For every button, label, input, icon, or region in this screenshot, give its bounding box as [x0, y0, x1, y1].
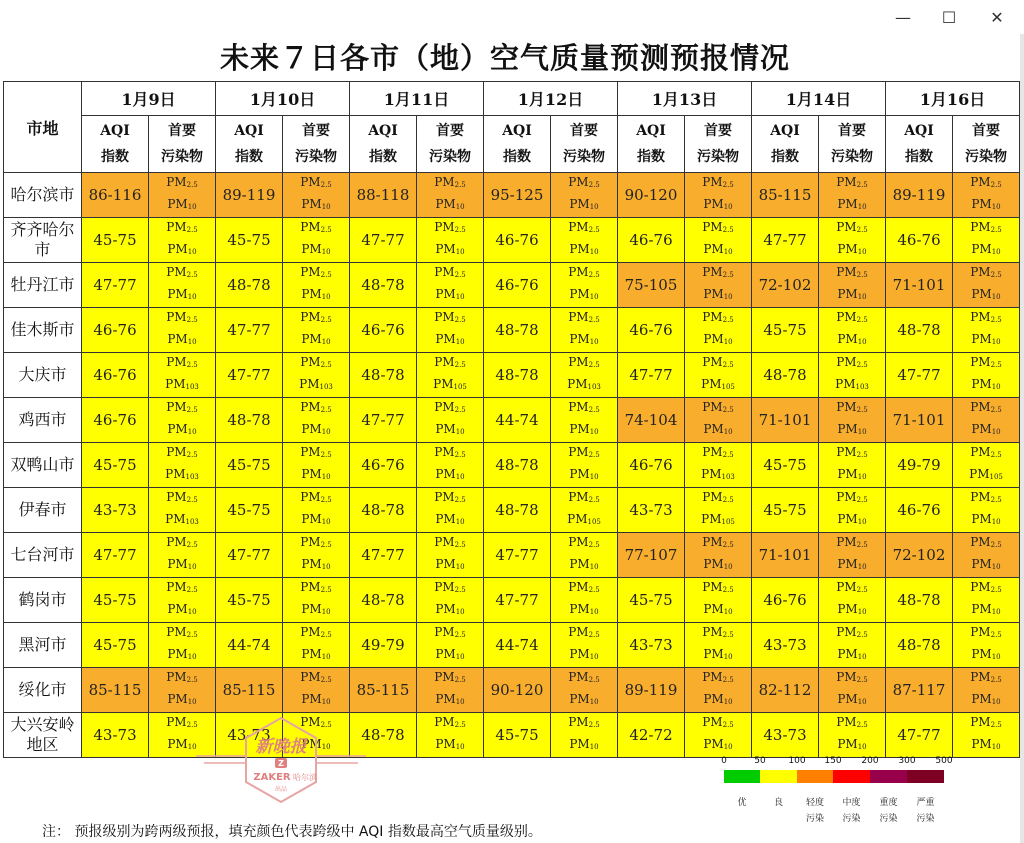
aqi-color-legend: [710, 748, 956, 828]
aqi-column-header: [618, 116, 685, 173]
legend-color-swatch: [907, 770, 944, 783]
aqi-range-cell: 46-76: [350, 443, 417, 488]
aqi-range-cell: 46-76: [618, 218, 685, 263]
minimize-icon: —: [895, 7, 911, 27]
aqi-range-cell: 46-76: [618, 308, 685, 353]
aqi-range-cell: 44-74: [484, 623, 551, 668]
pollutant-header-top: 首要: [972, 123, 1000, 139]
legend-color-swatch: [724, 770, 760, 783]
primary-pollutant-cell: $PM_{2.5}$ $PM_{10}$: [551, 578, 618, 623]
primary-pollutant-cell: $PM_{2.5}$ $PM_{103}$: [551, 353, 618, 398]
aqi-range-cell: 45-75: [484, 713, 551, 758]
aqi-range-cell: 85-115: [350, 668, 417, 713]
logo-wordmark: 新晚报: [255, 737, 307, 757]
aqi-range-cell: 47-77: [618, 353, 685, 398]
aqi-range-cell: 46-76: [484, 218, 551, 263]
primary-pollutant-cell: $PM_{2.5}$ $PM_{10}$: [283, 173, 350, 218]
primary-pollutant-cell: $PM_{2.5}$ $PM_{10}$: [953, 308, 1020, 353]
pollutant-header-bottom: 污染物: [831, 149, 873, 165]
table-row: [4, 218, 1020, 263]
aqi-range-cell: 43-73: [618, 623, 685, 668]
aqi-column-header: [82, 116, 149, 173]
legend-tick-label: 200: [861, 756, 879, 766]
aqi-range-cell: 47-77: [216, 353, 283, 398]
pollutant-header-top: 首要: [302, 123, 330, 139]
footnote: 注： 预报级别为跨两级预报，填充颜色代表跨级中 AQI 指数最高空气质量级别。: [42, 824, 542, 840]
pollutant-header-bottom: 污染物: [295, 149, 337, 165]
city-name: 双鸭山市: [4, 443, 82, 488]
aqi-header-bottom: 指数: [905, 149, 933, 165]
primary-pollutant-cell: $PM_{2.5}$ $PM_{10}$: [149, 668, 216, 713]
aqi-range-cell: 89-119: [886, 173, 953, 218]
aqi-range-cell: 43-73: [752, 623, 819, 668]
primary-pollutant-cell: $PM_{2.5}$ $PM_{10}$: [283, 263, 350, 308]
city-name: 伊春市: [4, 488, 82, 533]
table-row: [4, 668, 1020, 713]
primary-pollutant-cell: $PM_{2.5}$ $PM_{10}$: [551, 443, 618, 488]
primary-pollutant-cell: $PM_{2.5}$ $PM_{105}$: [685, 488, 752, 533]
table-row: [4, 173, 1020, 218]
legend-level-label: 中度 污染: [842, 798, 861, 824]
primary-pollutant-cell: $PM_{2.5}$ $PM_{103}$: [685, 443, 752, 488]
primary-pollutant-cell: $PM_{2.5}$ $PM_{10}$: [283, 443, 350, 488]
close-button[interactable]: [974, 2, 1020, 32]
primary-pollutant-cell: $PM_{2.5}$ $PM_{10}$: [685, 218, 752, 263]
primary-pollutant-cell: $PM_{2.5}$ $PM_{10}$: [417, 578, 484, 623]
logo-city: 哈尔滨: [293, 773, 317, 782]
primary-pollutant-cell: $PM_{2.5}$ $PM_{10}$: [417, 713, 484, 758]
primary-pollutant-cell: $PM_{2.5}$ $PM_{10}$: [417, 398, 484, 443]
aqi-column-header: [350, 116, 417, 173]
aqi-range-cell: 46-76: [82, 308, 149, 353]
primary-pollutant-cell: $PM_{2.5}$ $PM_{10}$: [819, 443, 886, 488]
primary-pollutant-cell: $PM_{2.5}$ $PM_{10}$: [685, 533, 752, 578]
aqi-range-cell: 49-79: [886, 443, 953, 488]
primary-pollutant-cell: $PM_{2.5}$ $PM_{10}$: [953, 353, 1020, 398]
primary-pollutant-cell: $PM_{2.5}$ $PM_{10}$: [417, 173, 484, 218]
primary-pollutant-cell: $PM_{2.5}$ $PM_{10}$: [283, 578, 350, 623]
aqi-range-cell: 48-78: [886, 578, 953, 623]
city-name: 绥化市: [4, 668, 82, 713]
primary-pollutant-cell: $PM_{2.5}$ $PM_{10}$: [283, 533, 350, 578]
primary-pollutant-cell: $PM_{2.5}$ $PM_{10}$: [149, 623, 216, 668]
aqi-range-cell: 43-73: [82, 488, 149, 533]
city-name: 哈尔滨市: [4, 173, 82, 218]
aqi-range-cell: 49-79: [350, 623, 417, 668]
pollutant-header-bottom: 污染物: [965, 149, 1007, 165]
legend-color-swatch: [760, 770, 797, 783]
maximize-icon: ☐: [941, 7, 957, 27]
aqi-range-cell: 47-77: [484, 533, 551, 578]
primary-pollutant-cell: $PM_{2.5}$ $PM_{10}$: [417, 533, 484, 578]
city-name: 鹤岗市: [4, 578, 82, 623]
aqi-range-cell: 45-75: [752, 308, 819, 353]
primary-pollutant-cell: $PM_{2.5}$ $PM_{10}$: [551, 263, 618, 308]
pollutant-column-header: [149, 116, 216, 173]
pollutant-header-top: 首要: [704, 123, 732, 139]
aqi-header-bottom: 指数: [235, 149, 263, 165]
city-name: 佳木斯市: [4, 308, 82, 353]
primary-pollutant-cell: $PM_{2.5}$ $PM_{105}$: [685, 353, 752, 398]
aqi-range-cell: 43-73: [216, 713, 283, 758]
primary-pollutant-cell: $PM_{2.5}$ $PM_{105}$: [953, 443, 1020, 488]
aqi-range-cell: 88-118: [350, 173, 417, 218]
aqi-range-cell: 77-107: [618, 533, 685, 578]
primary-pollutant-cell: $PM_{2.5}$ $PM_{10}$: [953, 623, 1020, 668]
primary-pollutant-cell: $PM_{2.5}$ $PM_{10}$: [953, 398, 1020, 443]
primary-pollutant-cell: $PM_{2.5}$ $PM_{10}$: [685, 623, 752, 668]
pollutant-column-header: [417, 116, 484, 173]
forecast-table-body: [4, 173, 1020, 758]
primary-pollutant-cell: $PM_{2.5}$ $PM_{10}$: [685, 308, 752, 353]
pollutant-header-bottom: 污染物: [429, 149, 471, 165]
aqi-range-cell: 89-119: [216, 173, 283, 218]
aqi-header-top: AQI: [904, 123, 934, 139]
legend-tick-label: 300: [898, 756, 916, 766]
aqi-range-cell: 45-75: [752, 443, 819, 488]
pollutant-header-top: 首要: [168, 123, 196, 139]
aqi-range-cell: 45-75: [82, 623, 149, 668]
primary-pollutant-cell: $PM_{2.5}$ $PM_{10}$: [819, 488, 886, 533]
primary-pollutant-cell: $PM_{2.5}$ $PM_{10}$: [283, 308, 350, 353]
pollutant-column-header: [819, 116, 886, 173]
primary-pollutant-cell: $PM_{2.5}$ $PM_{10}$: [149, 713, 216, 758]
aqi-column-header: [752, 116, 819, 173]
city-name: 大庆市: [4, 353, 82, 398]
aqi-range-cell: 90-120: [484, 668, 551, 713]
aqi-header-top: AQI: [770, 123, 800, 139]
table-row: [4, 443, 1020, 488]
aqi-range-cell: 48-78: [484, 353, 551, 398]
aqi-range-cell: 48-78: [216, 263, 283, 308]
city-name: 大兴安岭地区: [4, 713, 82, 758]
date-header: 1月11日: [350, 82, 484, 116]
city-name: 鸡西市: [4, 398, 82, 443]
pollutant-header-top: 首要: [570, 123, 598, 139]
aqi-range-cell: 46-76: [886, 218, 953, 263]
primary-pollutant-cell: $PM_{2.5}$ $PM_{10}$: [819, 668, 886, 713]
primary-pollutant-cell: $PM_{2.5}$ $PM_{10}$: [551, 533, 618, 578]
aqi-range-cell: 87-117: [886, 668, 953, 713]
primary-pollutant-cell: $PM_{2.5}$ $PM_{10}$: [417, 623, 484, 668]
aqi-range-cell: 48-78: [484, 308, 551, 353]
aqi-header-bottom: 指数: [771, 149, 799, 165]
close-icon: ✕: [990, 7, 1004, 27]
primary-pollutant-cell: $PM_{2.5}$ $PM_{10}$: [819, 263, 886, 308]
aqi-range-cell: 46-76: [82, 398, 149, 443]
primary-pollutant-cell: $PM_{2.5}$ $PM_{10}$: [685, 713, 752, 758]
primary-pollutant-cell: $PM_{2.5}$ $PM_{103}$: [149, 353, 216, 398]
aqi-range-cell: 43-73: [82, 713, 149, 758]
city-name: 黑河市: [4, 623, 82, 668]
aqi-range-cell: 47-77: [350, 398, 417, 443]
primary-pollutant-cell: $PM_{2.5}$ $PM_{10}$: [283, 218, 350, 263]
primary-pollutant-cell: $PM_{2.5}$ $PM_{10}$: [417, 263, 484, 308]
aqi-range-cell: 45-75: [82, 218, 149, 263]
primary-pollutant-cell: $PM_{2.5}$ $PM_{10}$: [953, 533, 1020, 578]
aqi-range-cell: 47-77: [484, 578, 551, 623]
forecast-table-wrapper: [3, 81, 1020, 758]
table-row: [4, 263, 1020, 308]
table-row: [4, 578, 1020, 623]
primary-pollutant-cell: $PM_{2.5}$ $PM_{10}$: [953, 713, 1020, 758]
primary-pollutant-cell: $PM_{2.5}$ $PM_{10}$: [819, 533, 886, 578]
aqi-range-cell: 48-78: [752, 353, 819, 398]
aqi-forecast-table: [3, 81, 1020, 758]
aqi-range-cell: 72-102: [886, 533, 953, 578]
aqi-range-cell: 72-102: [752, 263, 819, 308]
legend-color-swatch: [833, 770, 870, 783]
primary-pollutant-cell: $PM_{2.5}$ $PM_{10}$: [551, 173, 618, 218]
aqi-header-top: AQI: [368, 123, 398, 139]
aqi-range-cell: 48-78: [216, 398, 283, 443]
aqi-range-cell: 46-76: [82, 353, 149, 398]
aqi-range-cell: 48-78: [350, 353, 417, 398]
aqi-header-bottom: 指数: [101, 149, 129, 165]
primary-pollutant-cell: $PM_{2.5}$ $PM_{10}$: [953, 263, 1020, 308]
primary-pollutant-cell: $PM_{2.5}$ $PM_{10}$: [551, 218, 618, 263]
aqi-range-cell: 48-78: [350, 713, 417, 758]
city-name: 牡丹江市: [4, 263, 82, 308]
primary-pollutant-cell: $PM_{2.5}$ $PM_{103}$: [283, 353, 350, 398]
primary-pollutant-cell: $PM_{2.5}$ $PM_{10}$: [819, 578, 886, 623]
aqi-range-cell: 42-72: [618, 713, 685, 758]
svg-text:Z: Z: [278, 759, 284, 768]
aqi-header-top: AQI: [234, 123, 264, 139]
date-header: 1月12日: [484, 82, 618, 116]
logo-brand: ZAKER: [253, 772, 291, 783]
primary-pollutant-cell: $PM_{2.5}$ $PM_{10}$: [283, 623, 350, 668]
pollutant-column-header: [551, 116, 618, 173]
primary-pollutant-cell: $PM_{2.5}$ $PM_{10}$: [149, 173, 216, 218]
aqi-range-cell: 48-78: [350, 578, 417, 623]
aqi-range-cell: 48-78: [350, 488, 417, 533]
legend-color-swatch: [797, 770, 833, 783]
primary-pollutant-cell: $PM_{2.5}$ $PM_{10}$: [685, 668, 752, 713]
primary-pollutant-cell: $PM_{2.5}$ $PM_{10}$: [819, 713, 886, 758]
aqi-header-bottom: 指数: [503, 149, 531, 165]
primary-pollutant-cell: $PM_{2.5}$ $PM_{10}$: [149, 263, 216, 308]
aqi-range-cell: 85-115: [752, 173, 819, 218]
aqi-range-cell: 71-101: [752, 398, 819, 443]
window-titlebar: [0, 0, 1024, 34]
maximize-button[interactable]: [926, 2, 972, 32]
aqi-range-cell: 45-75: [618, 578, 685, 623]
primary-pollutant-cell: $PM_{2.5}$ $PM_{10}$: [953, 173, 1020, 218]
primary-pollutant-cell: $PM_{2.5}$ $PM_{10}$: [953, 488, 1020, 533]
primary-pollutant-cell: $PM_{2.5}$ $PM_{10}$: [551, 713, 618, 758]
legend-level-label: 重度 污染: [879, 798, 898, 824]
primary-pollutant-cell: $PM_{2.5}$ $PM_{10}$: [149, 218, 216, 263]
primary-pollutant-cell: $PM_{2.5}$ $PM_{10}$: [551, 623, 618, 668]
legend-tick-label: 0: [721, 756, 727, 766]
date-header: 1月10日: [216, 82, 350, 116]
primary-pollutant-cell: $PM_{2.5}$ $PM_{10}$: [283, 488, 350, 533]
date-header: 1月16日: [886, 82, 1020, 116]
vertical-scrollbar[interactable]: [1020, 34, 1024, 843]
aqi-range-cell: 46-76: [484, 263, 551, 308]
aqi-range-cell: 75-105: [618, 263, 685, 308]
page-title: 未来７日各市（地）空气质量预测预报情况: [219, 41, 790, 75]
aqi-range-cell: 43-73: [752, 713, 819, 758]
aqi-header-top: AQI: [502, 123, 532, 139]
table-row: [4, 533, 1020, 578]
legend-level-label: 良: [773, 798, 784, 808]
primary-pollutant-cell: $PM_{2.5}$ $PM_{10}$: [953, 668, 1020, 713]
primary-pollutant-cell: $PM_{2.5}$ $PM_{105}$: [551, 488, 618, 533]
aqi-range-cell: 48-78: [886, 623, 953, 668]
aqi-header-top: AQI: [100, 123, 130, 139]
primary-pollutant-cell: $PM_{2.5}$ $PM_{10}$: [819, 218, 886, 263]
aqi-range-cell: 71-101: [886, 398, 953, 443]
primary-pollutant-cell: $PM_{2.5}$ $PM_{103}$: [149, 443, 216, 488]
primary-pollutant-cell: $PM_{2.5}$ $PM_{103}$: [819, 353, 886, 398]
aqi-range-cell: 47-77: [752, 218, 819, 263]
legend-level-label: 轻度 污染: [805, 798, 825, 824]
city-name: 七台河市: [4, 533, 82, 578]
primary-pollutant-cell: $PM_{2.5}$ $PM_{10}$: [149, 578, 216, 623]
table-row: [4, 398, 1020, 443]
city-name: 齐齐哈尔市: [4, 218, 82, 263]
aqi-range-cell: 46-76: [618, 443, 685, 488]
aqi-range-cell: 44-74: [484, 398, 551, 443]
aqi-range-cell: 46-76: [886, 488, 953, 533]
date-header: 1月9日: [82, 82, 216, 116]
legend-tick-label: 50: [754, 756, 766, 766]
aqi-range-cell: 45-75: [82, 443, 149, 488]
aqi-column-header: [886, 116, 953, 173]
primary-pollutant-cell: $PM_{2.5}$ $PM_{10}$: [953, 578, 1020, 623]
primary-pollutant-cell: $PM_{2.5}$ $PM_{10}$: [417, 443, 484, 488]
aqi-range-cell: 48-78: [484, 488, 551, 533]
primary-pollutant-cell: $PM_{2.5}$ $PM_{10}$: [417, 308, 484, 353]
pollutant-header-bottom: 污染物: [697, 149, 739, 165]
aqi-range-cell: 89-119: [618, 668, 685, 713]
primary-pollutant-cell: $PM_{2.5}$ $PM_{103}$: [149, 488, 216, 533]
primary-pollutant-cell: $PM_{2.5}$ $PM_{10}$: [149, 398, 216, 443]
pollutant-header-top: 首要: [838, 123, 866, 139]
aqi-range-cell: 47-77: [82, 263, 149, 308]
city-column-header: 市地: [4, 82, 82, 173]
primary-pollutant-cell: $PM_{2.5}$ $PM_{10}$: [149, 533, 216, 578]
aqi-range-cell: 46-76: [350, 308, 417, 353]
primary-pollutant-cell: $PM_{2.5}$ $PM_{10}$: [417, 218, 484, 263]
aqi-range-cell: 90-120: [618, 173, 685, 218]
pollutant-header-top: 首要: [436, 123, 464, 139]
primary-pollutant-cell: $PM_{2.5}$ $PM_{10}$: [551, 668, 618, 713]
primary-pollutant-cell: $PM_{2.5}$ $PM_{10}$: [819, 398, 886, 443]
primary-pollutant-cell: $PM_{2.5}$ $PM_{10}$: [149, 308, 216, 353]
table-row: [4, 623, 1020, 668]
date-header: 1月13日: [618, 82, 752, 116]
pollutant-header-bottom: 污染物: [161, 149, 203, 165]
aqi-range-cell: 45-75: [216, 578, 283, 623]
legend-tick-label: 100: [788, 756, 806, 766]
aqi-range-cell: 45-75: [82, 578, 149, 623]
aqi-range-cell: 47-77: [216, 308, 283, 353]
aqi-range-cell: 74-104: [618, 398, 685, 443]
xinwanbao-zaker-logo: [196, 716, 366, 806]
aqi-range-cell: 48-78: [484, 443, 551, 488]
legend-tick-label: 150: [824, 756, 842, 766]
primary-pollutant-cell: $PM_{2.5}$ $PM_{10}$: [819, 308, 886, 353]
aqi-header-bottom: 指数: [637, 149, 665, 165]
aqi-range-cell: 71-101: [886, 263, 953, 308]
primary-pollutant-cell: $PM_{2.5}$ $PM_{10}$: [283, 713, 350, 758]
primary-pollutant-cell: $PM_{2.5}$ $PM_{10}$: [819, 173, 886, 218]
aqi-range-cell: 45-75: [216, 218, 283, 263]
aqi-range-cell: 47-77: [886, 353, 953, 398]
primary-pollutant-cell: $PM_{2.5}$ $PM_{10}$: [953, 218, 1020, 263]
aqi-column-header: [216, 116, 283, 173]
legend-level-label: 优: [737, 798, 747, 808]
aqi-range-cell: 47-77: [216, 533, 283, 578]
header-row-fields: [4, 116, 1020, 173]
primary-pollutant-cell: $PM_{2.5}$ $PM_{105}$: [417, 353, 484, 398]
logo-badge: 出品: [274, 786, 288, 793]
aqi-range-cell: 82-112: [752, 668, 819, 713]
aqi-range-cell: 85-115: [216, 668, 283, 713]
aqi-range-cell: 46-76: [752, 578, 819, 623]
primary-pollutant-cell: $PM_{2.5}$ $PM_{10}$: [283, 668, 350, 713]
aqi-range-cell: 47-77: [350, 218, 417, 263]
date-header: 1月14日: [752, 82, 886, 116]
primary-pollutant-cell: $PM_{2.5}$ $PM_{10}$: [283, 398, 350, 443]
aqi-range-cell: 48-78: [350, 263, 417, 308]
primary-pollutant-cell: $PM_{2.5}$ $PM_{10}$: [685, 263, 752, 308]
aqi-range-cell: 48-78: [886, 308, 953, 353]
table-row: [4, 488, 1020, 533]
table-row: [4, 353, 1020, 398]
pollutant-column-header: [953, 116, 1020, 173]
aqi-range-cell: 85-115: [82, 668, 149, 713]
pollutant-header-bottom: 污染物: [563, 149, 605, 165]
aqi-range-cell: 71-101: [752, 533, 819, 578]
aqi-range-cell: 45-75: [216, 488, 283, 533]
primary-pollutant-cell: $PM_{2.5}$ $PM_{10}$: [551, 308, 618, 353]
primary-pollutant-cell: $PM_{2.5}$ $PM_{10}$: [417, 488, 484, 533]
primary-pollutant-cell: $PM_{2.5}$ $PM_{10}$: [685, 398, 752, 443]
pollutant-column-header: [685, 116, 752, 173]
aqi-range-cell: 43-73: [618, 488, 685, 533]
aqi-range-cell: 95-125: [484, 173, 551, 218]
pollutant-column-header: [283, 116, 350, 173]
aqi-range-cell: 86-116: [82, 173, 149, 218]
legend-color-swatch: [870, 770, 907, 783]
legend-level-label: 严重 污染: [916, 798, 935, 824]
aqi-range-cell: 44-74: [216, 623, 283, 668]
aqi-range-cell: 47-77: [886, 713, 953, 758]
aqi-header-bottom: 指数: [369, 149, 397, 165]
aqi-column-header: [484, 116, 551, 173]
table-row: [4, 308, 1020, 353]
aqi-range-cell: 45-75: [752, 488, 819, 533]
primary-pollutant-cell: $PM_{2.5}$ $PM_{10}$: [417, 668, 484, 713]
primary-pollutant-cell: $PM_{2.5}$ $PM_{10}$: [685, 578, 752, 623]
aqi-header-top: AQI: [636, 123, 666, 139]
primary-pollutant-cell: $PM_{2.5}$ $PM_{10}$: [685, 173, 752, 218]
legend-tick-label: 500: [935, 756, 953, 766]
primary-pollutant-cell: $PM_{2.5}$ $PM_{10}$: [551, 398, 618, 443]
minimize-button[interactable]: [880, 2, 926, 32]
header-row-dates: [4, 82, 1020, 116]
aqi-range-cell: 47-77: [82, 533, 149, 578]
aqi-range-cell: 47-77: [350, 533, 417, 578]
aqi-range-cell: 45-75: [216, 443, 283, 488]
primary-pollutant-cell: $PM_{2.5}$ $PM_{10}$: [819, 623, 886, 668]
